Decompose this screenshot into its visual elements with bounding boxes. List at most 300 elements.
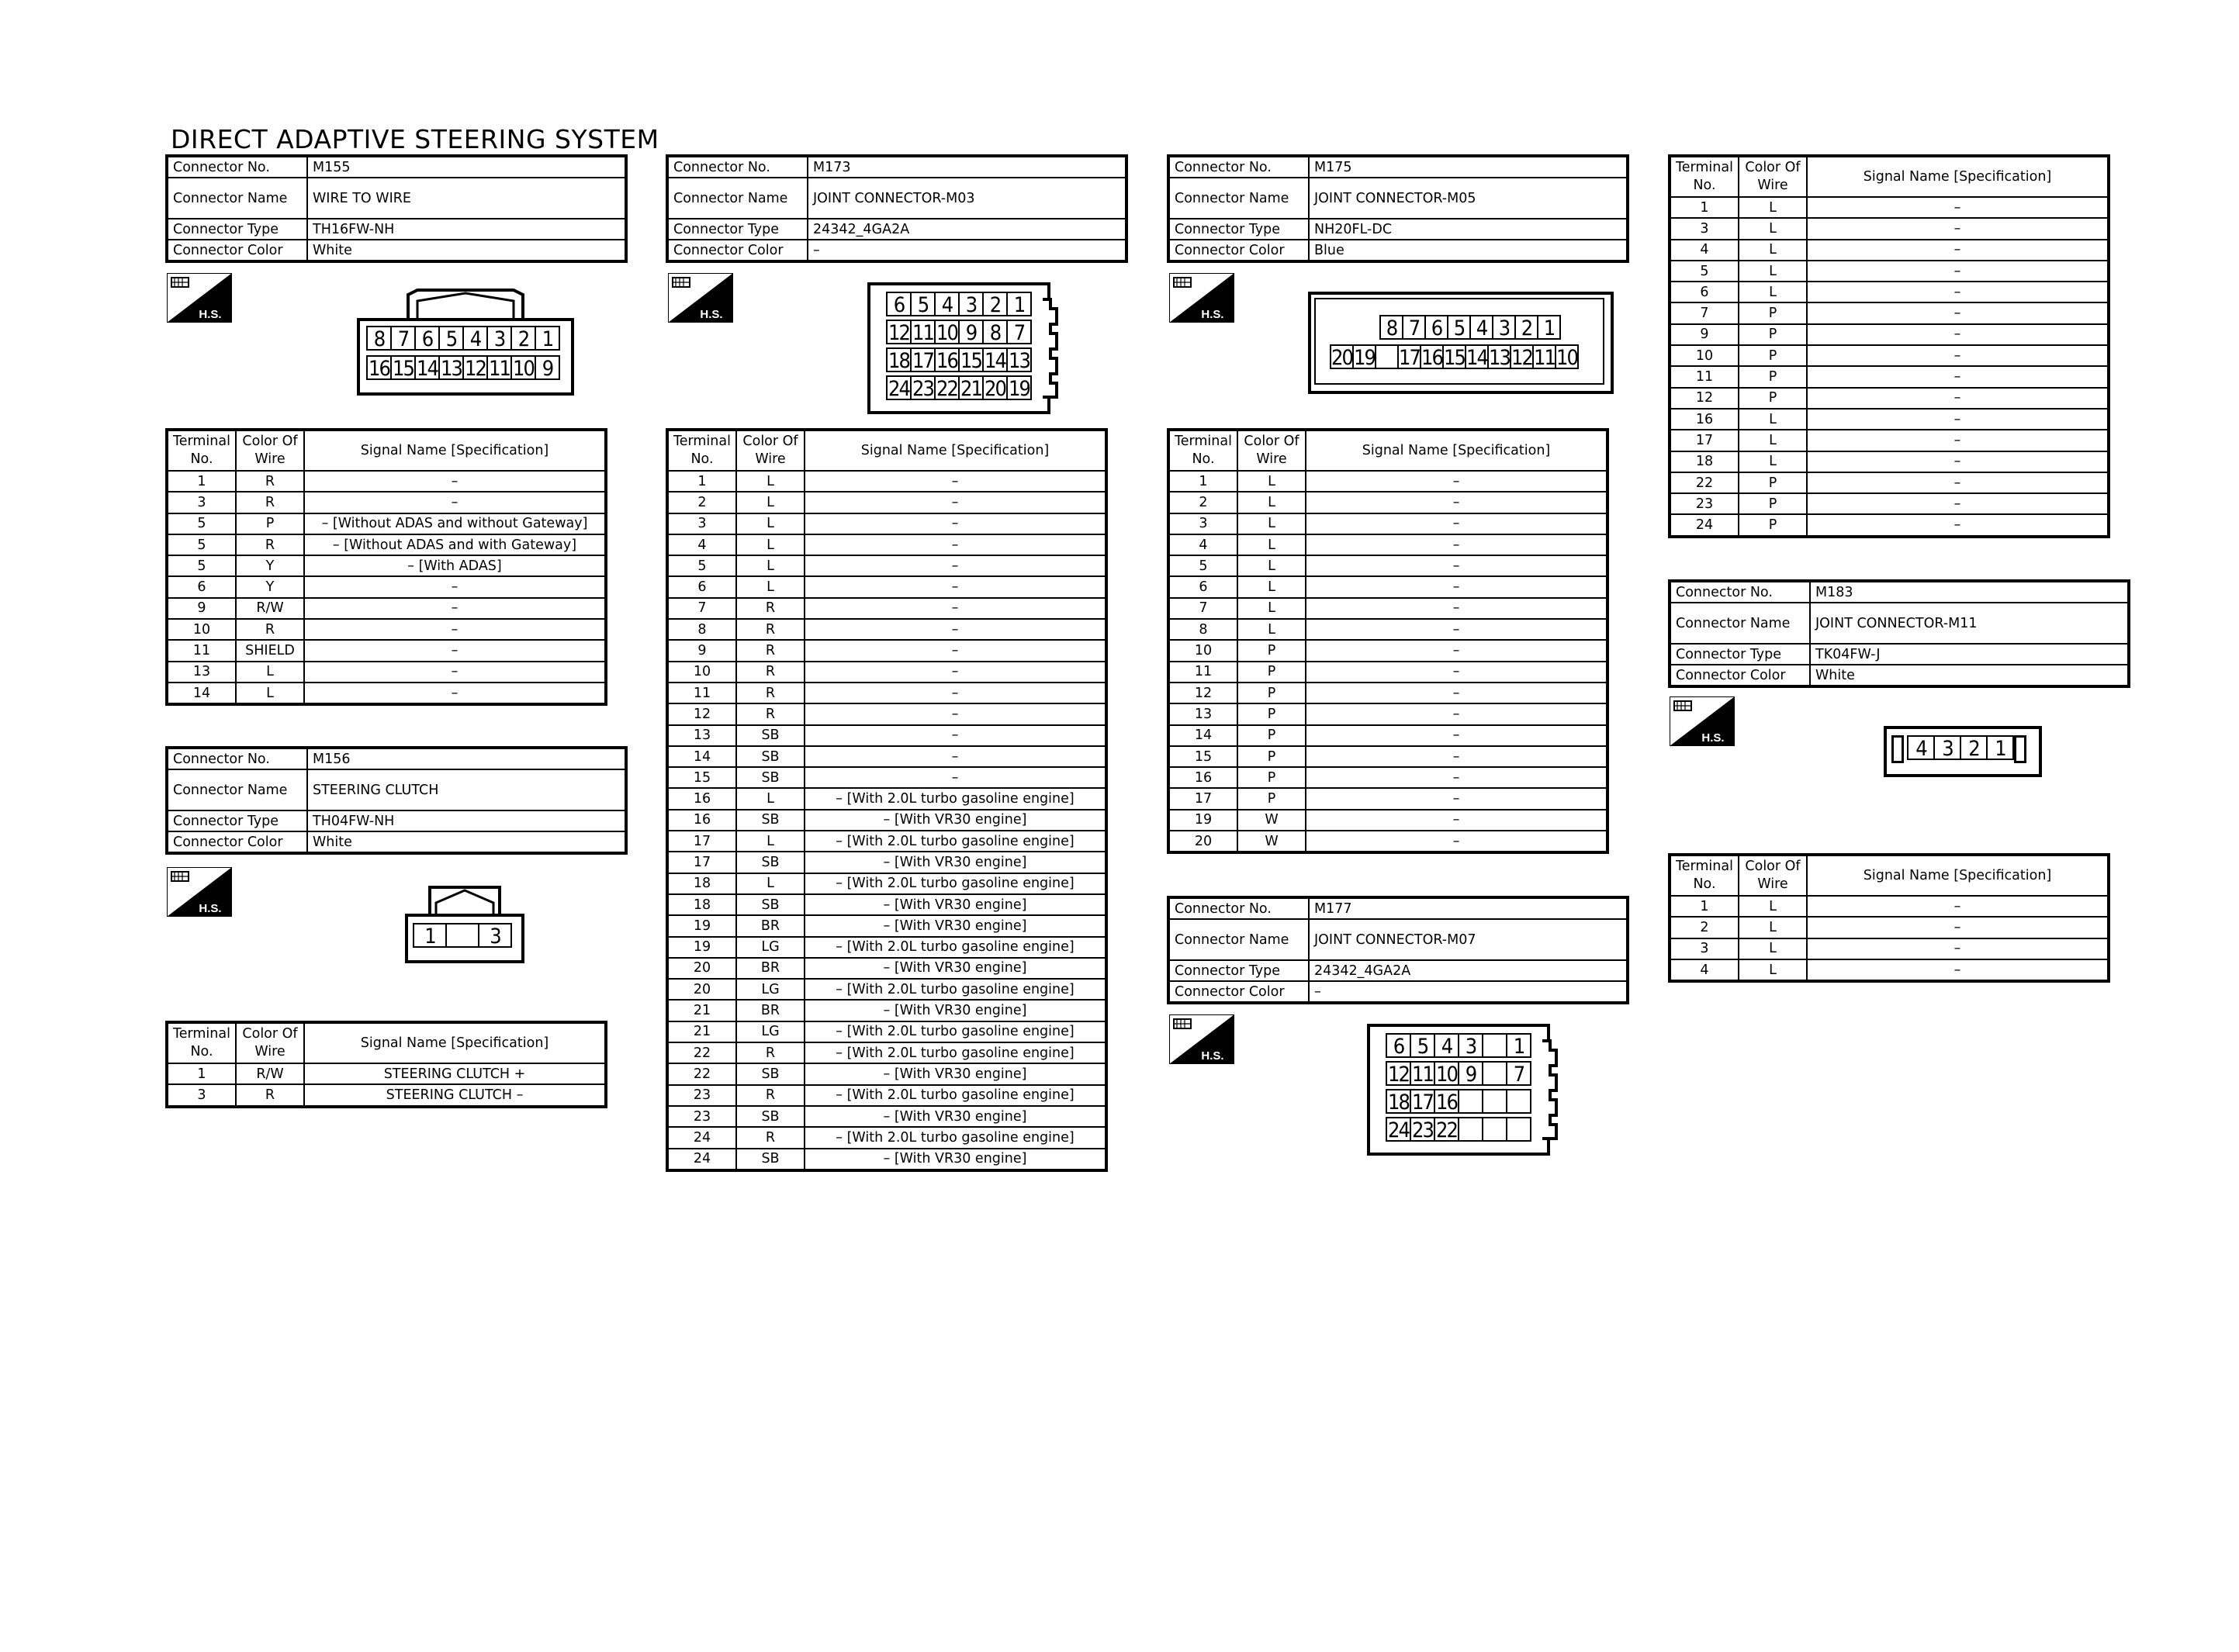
terminal-no: 1 (667, 471, 736, 492)
connector-pin (1482, 1061, 1507, 1086)
connector-pin: 13 (1487, 344, 1511, 369)
wire-color: SB (736, 767, 805, 788)
terminal-no: 6 (1168, 576, 1237, 597)
connector-name-value: WIRE TO WIRE (307, 178, 626, 219)
terminal-no: 10 (167, 619, 236, 640)
terminal-row (1670, 917, 2109, 938)
connector-pin: 5 (438, 326, 464, 351)
terminal-row (667, 640, 1106, 661)
wire-color: L (1739, 282, 1807, 302)
terminal-row (1670, 388, 2109, 409)
col-color: Color Of Wire (1739, 855, 1807, 896)
connector-pin: 24 (1386, 1117, 1411, 1142)
harness-side-icon (167, 867, 232, 917)
signal-name: – (805, 492, 1106, 513)
terminal-no: 9 (667, 640, 736, 661)
connector-pin: 4 (1434, 1033, 1459, 1058)
wire-color: P (1739, 366, 1807, 387)
terminal-no: 19 (667, 915, 736, 936)
connector-info-m177 (1167, 896, 1629, 1004)
signal-name: – [Without ADAS and with Gateway] (304, 534, 606, 555)
wire-color: W (1237, 810, 1306, 831)
terminal-no: 21 (667, 1000, 736, 1021)
signal-name: – (1807, 959, 2109, 981)
pin-grid (886, 292, 1032, 400)
terminal-no: 6 (167, 576, 236, 597)
wire-color: L (236, 662, 304, 683)
connector-color-value: – (1309, 981, 1628, 1003)
signal-name: – [With 2.0L turbo gasoline engine] (805, 1127, 1106, 1148)
terminal-row (1670, 514, 2109, 536)
connector-name-label: Connector Name (1168, 919, 1309, 960)
connector-pin: 2 (1960, 735, 1988, 760)
signal-name: – (1306, 788, 1607, 809)
connector-pin: 16 (366, 355, 392, 380)
terminal-row (1670, 959, 2109, 981)
signal-name: – [With 2.0L turbo gasoline engine] (805, 788, 1106, 809)
terminal-table-m183 (1668, 853, 2110, 983)
harness-side-icon (668, 273, 733, 323)
connector-face-m155 (357, 289, 574, 396)
signal-name: – (304, 683, 606, 704)
terminal-row (667, 746, 1106, 767)
connector-pin: 2 (982, 292, 1008, 316)
wire-color: L (1237, 555, 1306, 576)
terminal-no: 12 (1168, 683, 1237, 703)
wire-color: BR (736, 915, 805, 936)
terminal-row (1670, 451, 2109, 472)
terminal-row (667, 471, 1106, 492)
terminal-row (167, 1084, 606, 1106)
connector-type-label: Connector Type (667, 219, 808, 240)
wire-color: SHIELD (236, 640, 304, 661)
wire-color: L (1739, 451, 1807, 472)
terminal-row (167, 640, 606, 661)
terminal-row (167, 619, 606, 640)
wire-color: L (1237, 534, 1306, 555)
signal-name: – (304, 640, 606, 661)
terminal-no: 6 (1670, 282, 1739, 302)
terminal-row (667, 662, 1106, 683)
connector-pin: 4 (462, 326, 488, 351)
connector-info-m156 (165, 746, 628, 855)
pin-row (886, 347, 1032, 372)
terminal-no: 15 (667, 767, 736, 788)
signal-name: – (1306, 810, 1607, 831)
wire-color: L (1739, 197, 1807, 218)
wire-color: R (236, 492, 304, 513)
wire-color: P (1739, 493, 1807, 514)
connector-color-value: Blue (1309, 240, 1628, 261)
wire-color: R/W (236, 1063, 304, 1084)
connector-color-value: White (307, 240, 626, 261)
connector-face-m183 (1884, 726, 2042, 777)
terminal-no: 4 (1168, 534, 1237, 555)
wire-color: L (1739, 261, 1807, 282)
connector-pin: 10 (1434, 1061, 1459, 1086)
connector-pin: 8 (982, 320, 1008, 344)
signal-name: – (304, 662, 606, 683)
terminal-row (667, 767, 1106, 788)
wire-color: SB (736, 894, 805, 915)
harness-side-icon (1169, 1014, 1234, 1064)
terminal-row (167, 471, 606, 492)
col-signal: Signal Name [Specification] (1807, 156, 2109, 197)
lock-slot (1891, 735, 1904, 763)
terminal-row (1168, 640, 1607, 661)
terminal-row (667, 1106, 1106, 1127)
col-terminal: Terminal No. (167, 1022, 236, 1063)
connector-pin: 4 (934, 292, 960, 316)
connector-pin: 12 (462, 355, 488, 380)
connector-info-m173 (666, 154, 1128, 263)
terminal-row (167, 576, 606, 597)
connector-pin: 11 (1532, 344, 1556, 369)
signal-name: – (805, 725, 1106, 746)
connector-pin: 13 (1006, 347, 1032, 372)
terminal-no: 20 (667, 979, 736, 1000)
wire-color: R (736, 662, 805, 683)
connector-pin (1482, 1089, 1507, 1114)
signal-name: – (304, 619, 606, 640)
connector-pin: 17 (1410, 1089, 1435, 1114)
terminal-no: 24 (667, 1127, 736, 1148)
connector-pin: 12 (1510, 344, 1534, 369)
wire-color: P (1739, 514, 1807, 536)
terminal-no: 17 (667, 831, 736, 852)
connector-info-m155 (165, 154, 628, 263)
signal-name: – (1807, 197, 2109, 218)
connector-pin: 17 (910, 347, 936, 372)
connector-pin: 5 (910, 292, 936, 316)
connector-pin: 9 (958, 320, 984, 344)
wire-color: BR (736, 958, 805, 979)
hs-label: H.S. (700, 308, 723, 321)
terminal-no: 11 (1168, 662, 1237, 683)
hs-label: H.S. (1201, 308, 1224, 321)
terminal-row (1168, 683, 1607, 703)
terminal-no: 4 (667, 534, 736, 555)
col-terminal: Terminal No. (1670, 156, 1739, 197)
terminal-no: 7 (667, 598, 736, 619)
wire-color: L (736, 831, 805, 852)
terminal-row (667, 810, 1106, 831)
terminal-row (667, 1085, 1106, 1106)
connector-no-value: M155 (307, 156, 626, 178)
terminal-row (1670, 197, 2109, 218)
connector-type-label: Connector Type (167, 219, 307, 240)
wire-color: L (1237, 513, 1306, 534)
wire-color: L (736, 576, 805, 597)
connector-pin: 12 (886, 320, 912, 344)
connector-color-value: White (1810, 665, 2129, 686)
col-terminal: Terminal No. (1168, 430, 1237, 471)
terminal-no: 12 (667, 703, 736, 724)
terminal-row (1670, 430, 2109, 451)
connector-pin: 1 (413, 923, 447, 948)
signal-name: – (1807, 409, 2109, 430)
hs-label: H.S. (1701, 731, 1725, 745)
connector-pin: 3 (1492, 315, 1516, 340)
connector-pin: 4 (1469, 315, 1493, 340)
pin-row (413, 923, 512, 948)
terminal-no: 3 (167, 492, 236, 513)
signal-name: – (1807, 302, 2109, 323)
wire-color: R (236, 471, 304, 492)
terminal-row (667, 576, 1106, 597)
terminal-table-m177 (1668, 154, 2110, 538)
wire-color: BR (736, 1000, 805, 1021)
terminal-row (1168, 746, 1607, 767)
wire-color: R/W (236, 598, 304, 619)
connector-pin: 1 (1006, 292, 1032, 316)
signal-name: – (1807, 896, 2109, 917)
signal-name: – (1306, 662, 1607, 683)
terminal-no: 9 (1670, 324, 1739, 345)
terminal-no: 5 (167, 534, 236, 555)
terminal-row (667, 683, 1106, 703)
pin-row (366, 355, 560, 380)
terminal-no: 18 (667, 873, 736, 894)
terminal-no: 13 (1168, 703, 1237, 724)
wire-color: P (1237, 683, 1306, 703)
terminal-no: 21 (667, 1021, 736, 1042)
col-signal: Signal Name [Specification] (1807, 855, 2109, 896)
wire-color: L (736, 873, 805, 894)
terminal-row (1168, 534, 1607, 555)
wire-color: P (1237, 725, 1306, 746)
connector-pin: 4 (1907, 735, 1935, 760)
connector-pin: 13 (438, 355, 464, 380)
connector-no-label: Connector No. (167, 156, 307, 178)
connector-name-value: JOINT CONNECTOR-M05 (1309, 178, 1628, 219)
connector-lock (407, 289, 524, 320)
terminal-no: 11 (1670, 366, 1739, 387)
connector-no-label: Connector No. (1670, 581, 1810, 603)
signal-name: – (1807, 917, 2109, 938)
signal-name: – (1807, 240, 2109, 261)
pin-grid (1386, 1033, 1531, 1142)
terminal-row (667, 937, 1106, 958)
wire-color: L (736, 471, 805, 492)
terminal-row (1670, 282, 2109, 302)
wire-color: L (1739, 896, 1807, 917)
connector-pin: 7 (390, 326, 416, 351)
terminal-row (167, 492, 606, 513)
terminal-table-m156 (165, 1021, 607, 1108)
terminal-table-m175 (1167, 428, 1609, 854)
connector-info-m175 (1167, 154, 1629, 263)
signal-name: – (1306, 746, 1607, 767)
connector-pin: 22 (934, 375, 960, 400)
connector-name-value: STEERING CLUTCH (307, 769, 626, 810)
terminal-row (1168, 662, 1607, 683)
col-color: Color Of Wire (1739, 156, 1807, 197)
signal-name: – [With ADAS] (304, 555, 606, 576)
connector-face-m156 (405, 886, 524, 963)
wire-color: P (1237, 640, 1306, 661)
signal-name: – (1306, 619, 1607, 640)
signal-name: – (805, 598, 1106, 619)
wire-color: L (1739, 218, 1807, 239)
terminal-no: 3 (1168, 513, 1237, 534)
signal-name: – (805, 703, 1106, 724)
signal-name: – (1807, 345, 2109, 366)
wire-color: L (1237, 576, 1306, 597)
connector-no-value: M183 (1810, 581, 2129, 603)
terminal-no: 7 (1670, 302, 1739, 323)
connector-pin: 20 (982, 375, 1008, 400)
signal-name: – (1306, 576, 1607, 597)
wire-color: P (1237, 788, 1306, 809)
terminal-no: 3 (1670, 218, 1739, 239)
signal-name: – (1306, 598, 1607, 619)
connector-pin: 3 (478, 923, 512, 948)
signal-name: – (805, 534, 1106, 555)
signal-name: – (1807, 938, 2109, 959)
terminal-row (1168, 471, 1607, 492)
signal-name: – (805, 576, 1106, 597)
signal-name: – (1807, 451, 2109, 472)
connector-pin: 1 (535, 326, 560, 351)
terminal-no: 16 (1670, 409, 1739, 430)
pin-row (366, 326, 560, 351)
terminal-row (667, 1042, 1106, 1063)
terminal-row (667, 958, 1106, 979)
pin-row (1386, 1089, 1531, 1114)
terminal-row (1168, 576, 1607, 597)
connector-pin: 19 (1352, 344, 1376, 369)
terminal-no: 24 (1670, 514, 1739, 536)
signal-name: – [With 2.0L turbo gasoline engine] (805, 937, 1106, 958)
pin-row (1907, 735, 2014, 760)
terminal-row (1670, 345, 2109, 366)
connector-pin (1375, 344, 1399, 369)
signal-name: – (1807, 430, 2109, 451)
terminal-row (1168, 619, 1607, 640)
col-terminal: Terminal No. (1670, 855, 1739, 896)
wire-color: LG (736, 979, 805, 1000)
pin-row (1330, 344, 1579, 369)
connector-pin: 10 (1555, 344, 1579, 369)
connector-pin: 15 (390, 355, 416, 380)
terminal-row (667, 492, 1106, 513)
terminal-row (667, 894, 1106, 915)
connector-pin: 3 (958, 292, 984, 316)
terminal-no: 1 (1670, 896, 1739, 917)
connector-name-value: JOINT CONNECTOR-M03 (808, 178, 1126, 219)
signal-name: – (805, 767, 1106, 788)
page-title: DIRECT ADAPTIVE STEERING SYSTEM (171, 124, 659, 154)
connector-pin: 22 (1434, 1117, 1459, 1142)
col-color: Color Of Wire (1237, 430, 1306, 471)
signal-name: – (304, 492, 606, 513)
wire-color: L (1237, 598, 1306, 619)
connector-color-label: Connector Color (1670, 665, 1810, 686)
connector-pin: 24 (886, 375, 912, 400)
signal-name: – (304, 471, 606, 492)
signal-name: – (805, 619, 1106, 640)
terminal-row (167, 683, 606, 704)
connector-color-label: Connector Color (167, 240, 307, 261)
terminal-no: 19 (667, 937, 736, 958)
terminal-row (667, 598, 1106, 619)
col-signal: Signal Name [Specification] (1306, 430, 1607, 471)
signal-name: – [With VR30 engine] (805, 1106, 1106, 1127)
connector-pin: 6 (886, 292, 912, 316)
connector-pin: 2 (1514, 315, 1538, 340)
terminal-row (667, 788, 1106, 809)
connector-color-value: White (307, 831, 626, 853)
terminal-no: 7 (1168, 598, 1237, 619)
terminal-no: 20 (1168, 831, 1237, 852)
connector-pin (1458, 1089, 1483, 1114)
terminal-no: 17 (1670, 430, 1739, 451)
connector-lock (428, 886, 501, 917)
col-terminal: Terminal No. (667, 430, 736, 471)
terminal-no: 23 (1670, 493, 1739, 514)
wire-color: L (1237, 492, 1306, 513)
terminal-row (1670, 366, 2109, 387)
connector-pin: 6 (414, 326, 440, 351)
signal-name: – (1306, 513, 1607, 534)
signal-name: – (1306, 534, 1607, 555)
signal-name: – (304, 598, 606, 619)
connector-pin: 14 (414, 355, 440, 380)
connector-pin: 3 (1458, 1033, 1483, 1058)
terminal-row (667, 1000, 1106, 1021)
connector-pin: 9 (535, 355, 560, 380)
signal-name: – [With 2.0L turbo gasoline engine] (805, 1085, 1106, 1106)
signal-name: – [With VR30 engine] (805, 1000, 1106, 1021)
terminal-row (1670, 493, 2109, 514)
connector-pin: 1 (1537, 315, 1561, 340)
wire-color: L (736, 555, 805, 576)
wire-color: SB (736, 1063, 805, 1084)
connector-pin: 21 (958, 375, 984, 400)
connector-pin: 7 (1402, 315, 1426, 340)
connector-pin: 20 (1330, 344, 1354, 369)
terminal-row (1168, 767, 1607, 788)
terminal-row (167, 1063, 606, 1084)
terminal-no: 1 (167, 1063, 236, 1084)
signal-name: – (1306, 640, 1607, 661)
connector-pin: 11 (910, 320, 936, 344)
signal-name: – (1306, 725, 1607, 746)
connector-pin: 15 (958, 347, 984, 372)
connector-type-label: Connector Type (1168, 219, 1309, 240)
terminal-no: 11 (167, 640, 236, 661)
terminal-row (1168, 703, 1607, 724)
signal-name: – [With 2.0L turbo gasoline engine] (805, 1021, 1106, 1042)
wire-color: LG (736, 937, 805, 958)
terminal-no: 3 (167, 1084, 236, 1106)
wire-color: P (1237, 703, 1306, 724)
col-signal: Signal Name [Specification] (304, 430, 606, 471)
connector-pin (445, 923, 479, 948)
signal-name: – [With VR30 engine] (805, 894, 1106, 915)
terminal-row (1670, 261, 2109, 282)
wire-color: P (1237, 662, 1306, 683)
connector-pin: 14 (1465, 344, 1489, 369)
connector-pin: 15 (1442, 344, 1466, 369)
terminal-no: 8 (1168, 619, 1237, 640)
terminal-no: 20 (667, 958, 736, 979)
connector-pin: 14 (982, 347, 1008, 372)
wire-color: SB (736, 725, 805, 746)
connector-pin: 23 (1410, 1117, 1435, 1142)
terminal-no: 5 (1670, 261, 1739, 282)
